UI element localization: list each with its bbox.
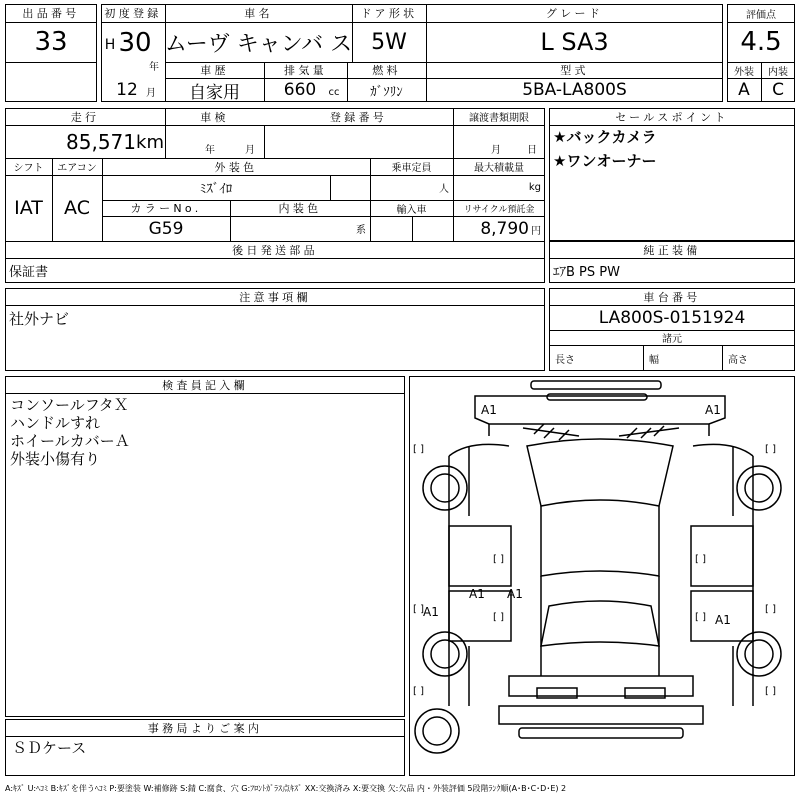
recycle-fee: 8,790: [480, 218, 529, 239]
mileage-unit: km: [136, 131, 164, 153]
equipment-label: 純正装備: [643, 243, 701, 257]
notes-label: 注意事項欄: [239, 290, 311, 304]
car-diagram: [409, 376, 795, 776]
dims-label: 諸元: [662, 334, 682, 345]
office-value: ＳＤケース: [12, 739, 87, 757]
capacity-unit: 人: [439, 184, 449, 195]
max-load-label: 最大積載量: [474, 163, 524, 174]
import-label: 輸入車: [396, 204, 427, 216]
damage-mark-rear-left: A1: [423, 605, 439, 619]
history: 自家用: [189, 82, 240, 103]
lot-number: 33: [34, 27, 68, 57]
sales-point-2: ★ワンオーナー: [553, 152, 657, 170]
door-type: 5W: [371, 29, 407, 55]
bracket-9: [ ]: [413, 686, 424, 697]
exterior-grade: A: [738, 80, 750, 100]
inspector-line-2: ハンドルすれ: [10, 414, 101, 432]
bracket-6: [ ]: [765, 604, 776, 615]
legend: A:ｷｽﾞ U:ﾍｺﾐ B:ｷｽﾞを伴うﾍｺﾐ P:要塗装 W:補修跡 S:錆 C:腐食、穴 G:ﾌﾛﾝﾄｶﾞﾗｽ点ｷｽﾞ XX:交換済み X:要交換 欠:欠品 内・外装評価 5段階ﾗﾝｸ順(A･B･C･D･E) 2: [5, 783, 567, 793]
sales-points-label: セールスポイント: [615, 110, 729, 124]
chassis-number: LA800S-0151924: [598, 307, 746, 328]
sales-point-1: ★バックカメラ: [553, 128, 657, 146]
fuel: ｶﾞｿﾘﾝ: [370, 84, 403, 100]
bracket-4: [ ]: [695, 554, 706, 565]
history-label: 車歴: [200, 64, 229, 77]
lot-number-label: 出品番号: [22, 7, 80, 20]
transfer-day-unit: 日: [527, 144, 537, 156]
interior-grade: C: [772, 80, 784, 100]
interior-color-unit: 系: [356, 225, 366, 236]
max-load-unit: kg: [528, 182, 541, 193]
exterior-color-label: 外装色: [214, 160, 258, 174]
year-unit: 年: [149, 61, 159, 73]
recycle-unit: 円: [531, 225, 541, 237]
model-label: 型式: [560, 64, 589, 77]
color-no-label: カラーNo.: [130, 202, 202, 215]
interior-color-label: 内装色: [278, 202, 322, 215]
grade: L SA3: [540, 28, 609, 56]
later-parts-label: 後日発送部品: [232, 243, 318, 257]
damage-mark-front-left: A1: [481, 403, 497, 417]
color-no: G59: [148, 218, 184, 239]
exterior-color: ﾐｽﾞｲﾛ: [199, 182, 233, 197]
inspector-label: 検査員記入欄: [162, 378, 248, 392]
mileage: 85,571: [66, 130, 136, 154]
damage-mark-rear-right: A1: [715, 613, 731, 627]
registration-year: 30: [118, 28, 152, 58]
plate-label: 登録番号: [329, 110, 388, 124]
notes-value: 社外ナビ: [9, 310, 70, 328]
car-name: ムーヴ キャンバ ス: [164, 31, 353, 57]
recycle-label: リサイクル預託金: [463, 204, 535, 215]
bracket-10: [ ]: [765, 686, 776, 697]
door-label: ドア形状: [360, 7, 418, 20]
score: 4.5: [740, 27, 782, 57]
first-registration-label: 初度登録: [104, 7, 162, 20]
model-code: 5BA-LA800S: [522, 80, 627, 100]
bracket-1: [ ]: [413, 444, 424, 455]
inspector-line-1: コンソールフタＸ: [10, 396, 129, 414]
shift: IAT: [14, 197, 43, 219]
inspection-month-unit: 月: [245, 144, 255, 156]
inspection-label: 車検: [200, 110, 229, 124]
interior-grade-label: 内装: [768, 66, 788, 78]
transfer-doc-label: 譲渡書類期限: [469, 113, 529, 124]
damage-mark-front-right: A1: [705, 403, 721, 417]
bracket-8: [ ]: [695, 612, 706, 623]
score-label: 評価点: [746, 9, 776, 21]
capacity-label: 乗車定員: [391, 163, 432, 174]
damage-mark-rear-door-left: A1: [469, 587, 485, 601]
bracket-5: [ ]: [413, 604, 424, 615]
mileage-label: 走行: [70, 110, 100, 124]
displacement-label: 排気量: [284, 64, 327, 77]
later-parts: 保証書: [9, 265, 49, 280]
office-label: 事務局よりご案内: [147, 721, 263, 735]
bracket-2: [ ]: [765, 444, 776, 455]
inspector-line-4: 外装小傷有り: [10, 450, 101, 468]
bracket-3: [ ]: [493, 554, 504, 565]
shift-label: シフト: [13, 163, 44, 174]
car-name-label: 車名: [244, 7, 273, 20]
fuel-label: 燃料: [372, 64, 401, 77]
damage-mark-rear-door-right: A1: [507, 587, 523, 601]
registration-month: 12: [116, 80, 138, 100]
inspection-year-unit: 年: [205, 144, 215, 156]
aircon-label: エアコン: [57, 163, 97, 174]
bracket-7: [ ]: [493, 612, 504, 623]
exterior-grade-label: 外装: [734, 66, 754, 78]
displacement-unit: cc: [328, 86, 340, 98]
width-label: 幅: [649, 354, 659, 366]
displacement: 660: [283, 80, 317, 100]
equipment-value: ｴｱB PS PW: [553, 265, 620, 280]
length-label: 長さ: [555, 354, 575, 366]
transfer-month-unit: 月: [491, 144, 501, 156]
era-letter: H: [104, 37, 116, 53]
aircon: AC: [64, 197, 90, 219]
chassis-label: 車台番号: [643, 290, 701, 304]
inspector-line-3: ホイールカバーＡ: [10, 432, 130, 450]
grade-label: グレード: [545, 7, 604, 20]
month-unit: 月: [146, 87, 156, 99]
height-label: 高さ: [728, 354, 748, 366]
